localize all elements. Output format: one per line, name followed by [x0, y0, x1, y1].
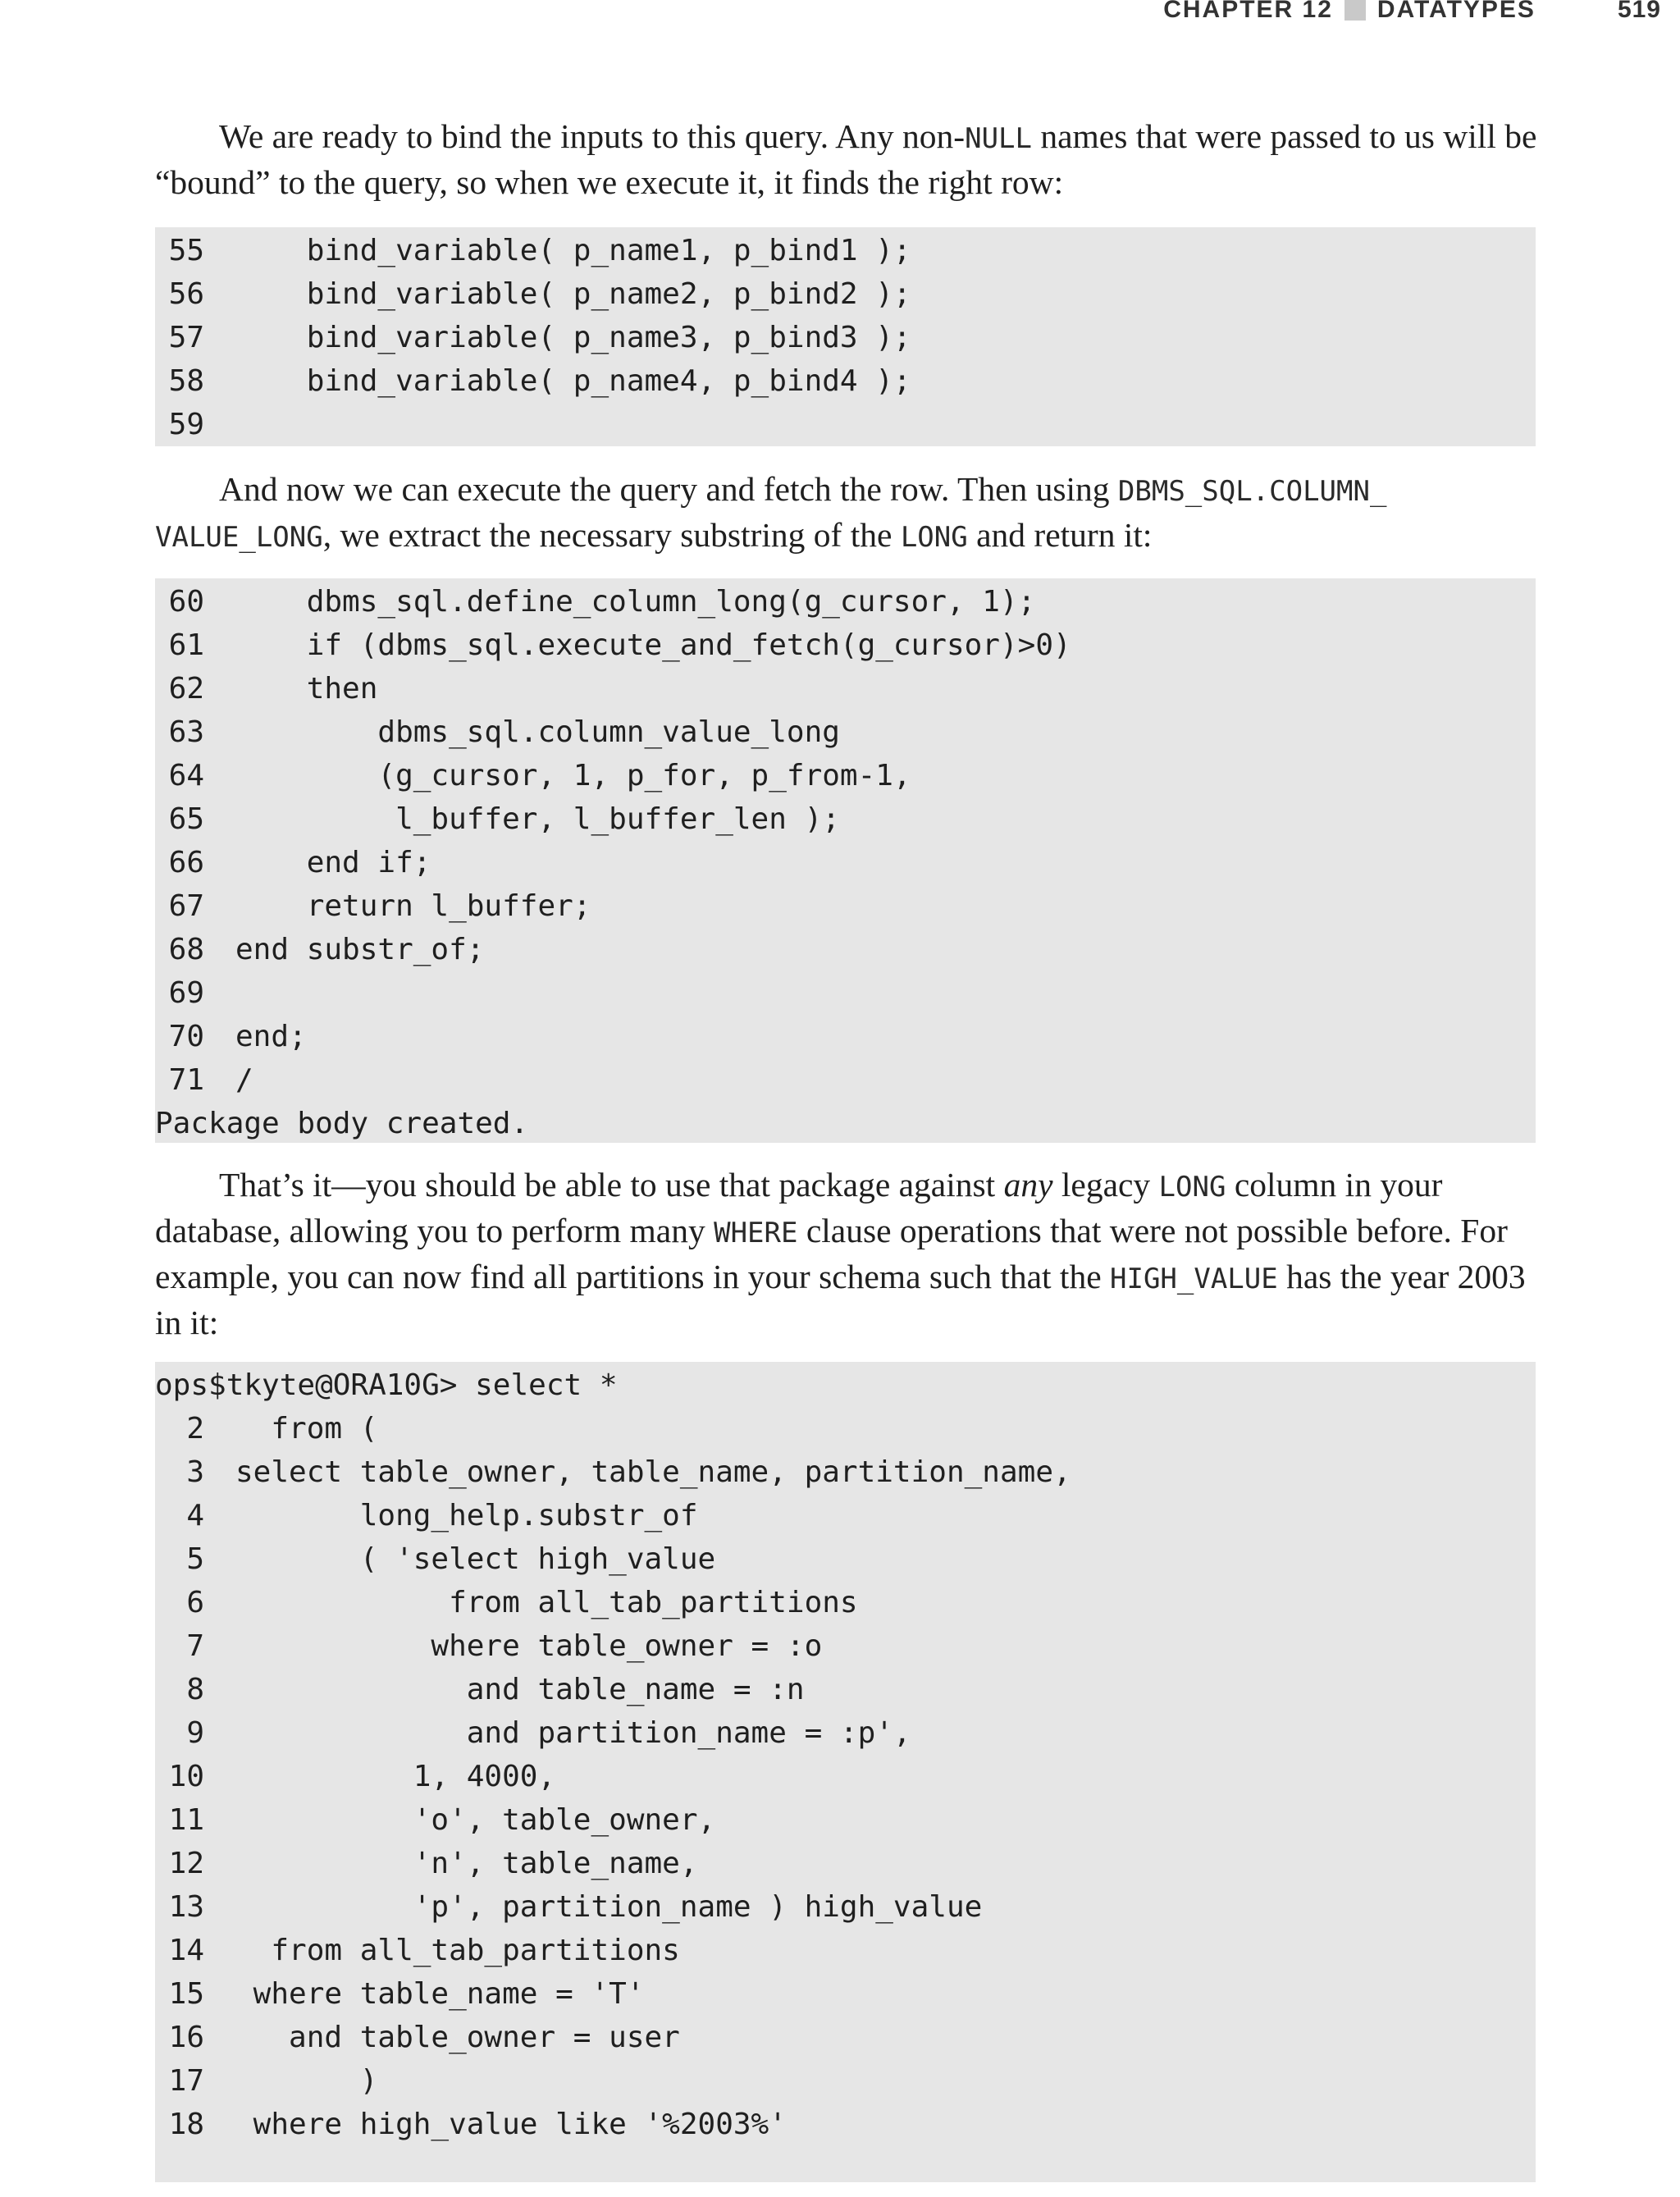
code-line: [155, 623, 1536, 667]
code-line: [155, 1711, 1536, 1755]
code-line: [155, 1755, 1536, 1798]
line-number: 66: [168, 846, 204, 879]
line-number: 60: [168, 585, 204, 619]
code-line: [155, 1885, 1536, 1929]
code-text: if (dbms_sql.execute_and_fetch(g_cursor)>0): [235, 628, 1071, 662]
line-number: 10: [168, 1760, 204, 1793]
line-number: 59: [168, 408, 204, 441]
paragraph-execute-fetch: And now we can execute the query and fetch the row. Then using DBMS_SQL.COLUMN_ VALUE_LONG, we extract the necessary substring of the LONG and return it:: [155, 470, 1387, 554]
code-text: long_help.substr_of: [235, 1499, 698, 1532]
paragraph-thats-it: That’s it—you should be able to use that package against any legacy LONG column in your database, allowing you to perform many WHERE clause operations that were not possible before. For example, you can now find all partitions in your schema such that the HIGH_VALUE has the year 2003 in it:: [155, 1166, 1526, 1341]
line-number: 5: [186, 1542, 204, 1576]
code-text: from all_tab_partitions: [235, 1934, 680, 1967]
code-text: ( 'select high_value: [235, 1542, 716, 1576]
code-line: [155, 667, 1536, 710]
code-text: 1, 4000,: [235, 1760, 556, 1793]
code-text: where table_owner = :o: [235, 1629, 823, 1663]
line-number: 68: [168, 933, 204, 966]
code-text: where table_name = 'T': [235, 1977, 645, 2011]
code-line: [155, 1494, 1536, 1537]
line-number: 65: [168, 802, 204, 836]
code-line: [155, 403, 1536, 446]
code-line: [155, 971, 1536, 1015]
code-line: [155, 1842, 1536, 1885]
code-text: Package body created.: [155, 1107, 529, 1140]
code-text: where high_value like '%2003%': [235, 2108, 787, 2141]
code-text: select table_owner, table_name, partition_name,: [235, 1455, 1071, 1489]
code-line: [155, 1581, 1536, 1624]
code-text: l_buffer, l_buffer_len );: [235, 802, 840, 836]
code-line: [155, 2059, 1536, 2103]
code-line: [155, 1668, 1536, 1711]
code-text: 'p', partition_name ) high_value: [235, 1890, 983, 1924]
code-text: bind_variable( p_name3, p_bind3 );: [235, 321, 911, 354]
code-text: dbms_sql.column_value_long: [235, 715, 840, 749]
code-line: [155, 884, 1536, 928]
code-text: ): [235, 2064, 378, 2098]
code-text: from all_tab_partitions: [235, 1586, 858, 1619]
code-line: [155, 928, 1536, 971]
line-number: 64: [168, 759, 204, 792]
code-line: [155, 841, 1536, 884]
line-number: 14: [168, 1934, 204, 1967]
code-line: [155, 1015, 1536, 1058]
line-number: 71: [168, 1063, 204, 1097]
code-text: ops$tkyte@ORA10G> select *: [155, 1368, 618, 1402]
line-number: 62: [168, 672, 204, 706]
code-text: 'n', table_name,: [235, 1847, 698, 1880]
code-line: [155, 229, 1536, 272]
code-line: [155, 1407, 1536, 1450]
code-line: [155, 1450, 1536, 1494]
code-line: [155, 1363, 1536, 1407]
line-number: 57: [168, 321, 204, 354]
chapter-label: CHAPTER 12: [1163, 0, 1333, 23]
code-block-bind: [155, 227, 1536, 446]
code-line: [155, 754, 1536, 797]
code-text: and table_name = :n: [235, 1673, 805, 1706]
code-line: [155, 1537, 1536, 1581]
code-text: bind_variable( p_name1, p_bind1 );: [235, 234, 911, 267]
code-text: (g_cursor, 1, p_for, p_from-1,: [235, 759, 911, 792]
code-line: [155, 2103, 1536, 2146]
code-text: 'o', table_owner,: [235, 1803, 716, 1837]
line-number: 17: [168, 2064, 204, 2098]
code-text: from (: [235, 1412, 378, 1446]
line-number: 3: [186, 1455, 204, 1489]
code-line: [155, 2016, 1536, 2059]
line-number: 12: [168, 1847, 204, 1880]
code-text: bind_variable( p_name2, p_bind2 );: [235, 277, 911, 311]
code-line: [155, 272, 1536, 316]
code-line: [155, 1929, 1536, 1972]
code-line: [155, 1102, 1536, 1145]
code-text: end substr_of;: [235, 933, 485, 966]
paragraph-bind-inputs: We are ready to bind the inputs to this query. Any non-NULL names that were passed to us will be “bound” to the query, so when we execute it, it finds the right row:: [155, 117, 1537, 201]
code-line: [155, 1624, 1536, 1668]
chapter-title: DATATYPES: [1376, 0, 1536, 23]
code-block-query: [155, 1362, 1536, 2182]
code-line: [155, 710, 1536, 754]
line-number: 6: [186, 1586, 204, 1619]
code-line: [155, 1972, 1536, 2016]
code-text: dbms_sql.define_column_long(g_cursor, 1);: [235, 585, 1036, 619]
code-line: [155, 797, 1536, 841]
line-number: 58: [168, 364, 204, 398]
line-number: 61: [168, 628, 204, 662]
line-number: 15: [168, 1977, 204, 2011]
code-text: and table_owner = user: [235, 2021, 680, 2054]
line-number: 55: [168, 234, 204, 267]
line-number: 67: [168, 889, 204, 923]
code-text: /: [235, 1063, 253, 1097]
line-number: 2: [186, 1412, 204, 1446]
page-number: 519: [1617, 0, 1661, 23]
code-line: [155, 1798, 1536, 1842]
header-square-icon: [1344, 0, 1366, 21]
code-text: end;: [235, 1020, 307, 1053]
line-number: 8: [186, 1673, 204, 1706]
code-text: end if;: [235, 846, 431, 879]
code-block-fetch: [155, 578, 1536, 1143]
code-text: then: [235, 672, 378, 706]
line-number: 56: [168, 277, 204, 311]
line-number: 70: [168, 1020, 204, 1053]
code-text: bind_variable( p_name4, p_bind4 );: [235, 364, 911, 398]
code-text: return l_buffer;: [235, 889, 591, 923]
line-number: 16: [168, 2021, 204, 2054]
line-number: 69: [168, 976, 204, 1010]
code-line: [155, 580, 1536, 623]
line-number: 7: [186, 1629, 204, 1663]
code-text: and partition_name = :p',: [235, 1716, 911, 1750]
code-line: [155, 1058, 1536, 1102]
code-line: [155, 316, 1536, 359]
code-line: [155, 359, 1536, 403]
running-header: [1163, 0, 1661, 26]
line-number: 13: [168, 1890, 204, 1924]
line-number: 18: [168, 2108, 204, 2141]
line-number: 63: [168, 715, 204, 749]
line-number: 4: [186, 1499, 204, 1532]
line-number: 11: [168, 1803, 204, 1837]
line-number: 9: [186, 1716, 204, 1750]
